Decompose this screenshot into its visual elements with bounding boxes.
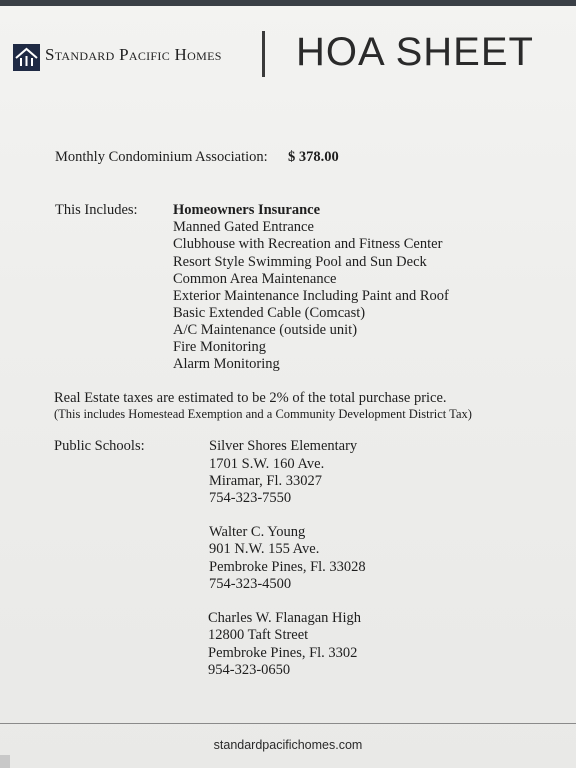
- include-item: Exterior Maintenance Including Paint and Roof: [173, 288, 449, 304]
- include-item: Common Area Maintenance: [173, 271, 337, 287]
- include-item: Clubhouse with Recreation and Fitness Center: [173, 236, 443, 252]
- include-item: Manned Gated Entrance: [173, 219, 314, 235]
- include-item: Basic Extended Cable (Comcast): [173, 305, 366, 321]
- school-city: Miramar, Fl. 33027: [209, 473, 322, 489]
- school-street: 12800 Taft Street: [208, 627, 309, 643]
- school-phone: 954-323-0650: [208, 662, 291, 678]
- school-phone: 754-323-7550: [209, 490, 292, 506]
- school-name: Charles W. Flanagan High: [208, 610, 362, 626]
- school-street: 901 N.W. 155 Ave.: [209, 541, 320, 557]
- include-item: Alarm Monitoring: [173, 356, 280, 372]
- school-name: Walter C. Young: [209, 524, 306, 540]
- page-title: HOA SHEET: [296, 30, 534, 74]
- include-item: Fire Monitoring: [173, 339, 267, 355]
- logo-house-icon: [13, 44, 40, 71]
- association-amount: $ 378.00: [288, 149, 339, 165]
- brand-name: Standard Pacific Homes: [45, 45, 222, 64]
- school-street: 1701 S.W. 160 Ave.: [209, 456, 325, 472]
- include-item: Homeowners Insurance: [173, 202, 321, 218]
- school-city: Pembroke Pines, Fl. 33028: [209, 559, 366, 575]
- include-item: A/C Maintenance (outside unit): [173, 322, 358, 338]
- tax-note: (This includes Homestead Exemption and a Community Development District Tax): [54, 407, 472, 421]
- school-name: Silver Shores Elementary: [209, 438, 358, 454]
- association-label: Monthly Condominium Association:: [55, 149, 268, 165]
- schools-label: Public Schools:: [54, 438, 145, 454]
- footer-divider: [0, 723, 576, 724]
- includes-label: This Includes:: [55, 202, 138, 218]
- school-phone: 754-323-4500: [209, 576, 292, 592]
- include-item: Resort Style Swimming Pool and Sun Deck: [173, 254, 427, 270]
- page-corner: [0, 755, 10, 768]
- school-city: Pembroke Pines, Fl. 3302: [208, 645, 358, 661]
- tax-statement: Real Estate taxes are estimated to be 2% of the total purchase price.: [54, 390, 447, 406]
- header-divider: [262, 31, 265, 77]
- footer-website: standardpacifichomes.com: [213, 738, 363, 752]
